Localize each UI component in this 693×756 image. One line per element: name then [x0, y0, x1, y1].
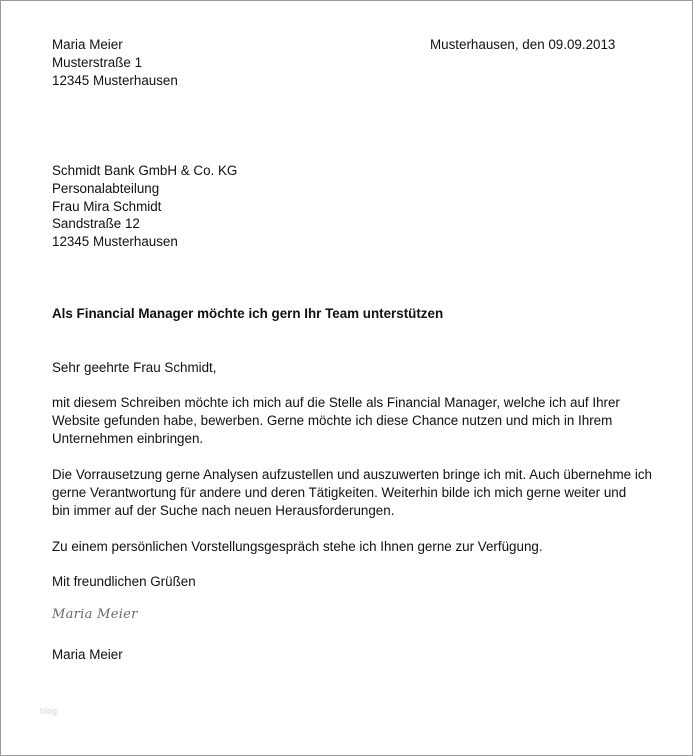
- closing: Mit freundlichen Grüßen: [52, 574, 196, 589]
- paragraph-2-line-2: gerne Verantwortung für andere und deren Tätigkeiten. Weiterhin bilde ich mich gerne weiter und: [52, 485, 627, 500]
- recipient-street: Sandstraße 12: [52, 216, 140, 231]
- watermark: blog: [40, 706, 58, 716]
- recipient-company: Schmidt Bank GmbH & Co. KG: [52, 163, 238, 178]
- paragraph-1-line-3: Unternehmen einbringen.: [52, 431, 204, 446]
- subject-line: Als Financial Manager möchte ich gern Ihr Team unterstützen: [52, 306, 444, 321]
- signature: Maria Meier: [52, 607, 138, 622]
- paragraph-3: Zu einem persönlichen Vorstellungsgespräch stehe ich Ihnen gerne zur Verfügung.: [52, 539, 543, 554]
- printed-name: Maria Meier: [52, 647, 123, 662]
- paragraph-2-line-1: Die Vorrausetzung gerne Analysen aufzustellen und auszuwerten bringe ich mit. Auch übernehme ich: [52, 467, 652, 482]
- paragraph-2-line-3: bin immer auf der Suche nach neuen Herausforderungen.: [52, 503, 395, 518]
- place-date: Musterhausen, den 09.09.2013: [430, 37, 616, 52]
- sender-city: 12345 Musterhausen: [52, 73, 178, 88]
- paragraph-1-line-1: mit diesem Schreiben möchte ich mich auf die Stelle als Financial Manager, welche ich auf Ihrer: [52, 395, 620, 410]
- salutation: Sehr geehrte Frau Schmidt,: [52, 360, 217, 375]
- paragraph-1-line-2: Website gefunden habe, bewerben. Gerne möchte ich diese Chance nutzen und mich in Ihrem: [52, 413, 613, 428]
- sender-name: Maria Meier: [52, 37, 123, 52]
- sender-street: Musterstraße 1: [52, 55, 143, 70]
- recipient-city: 12345 Musterhausen: [52, 234, 178, 249]
- recipient-department: Personalabteilung: [52, 181, 160, 196]
- recipient-contact: Frau Mira Schmidt: [52, 199, 162, 214]
